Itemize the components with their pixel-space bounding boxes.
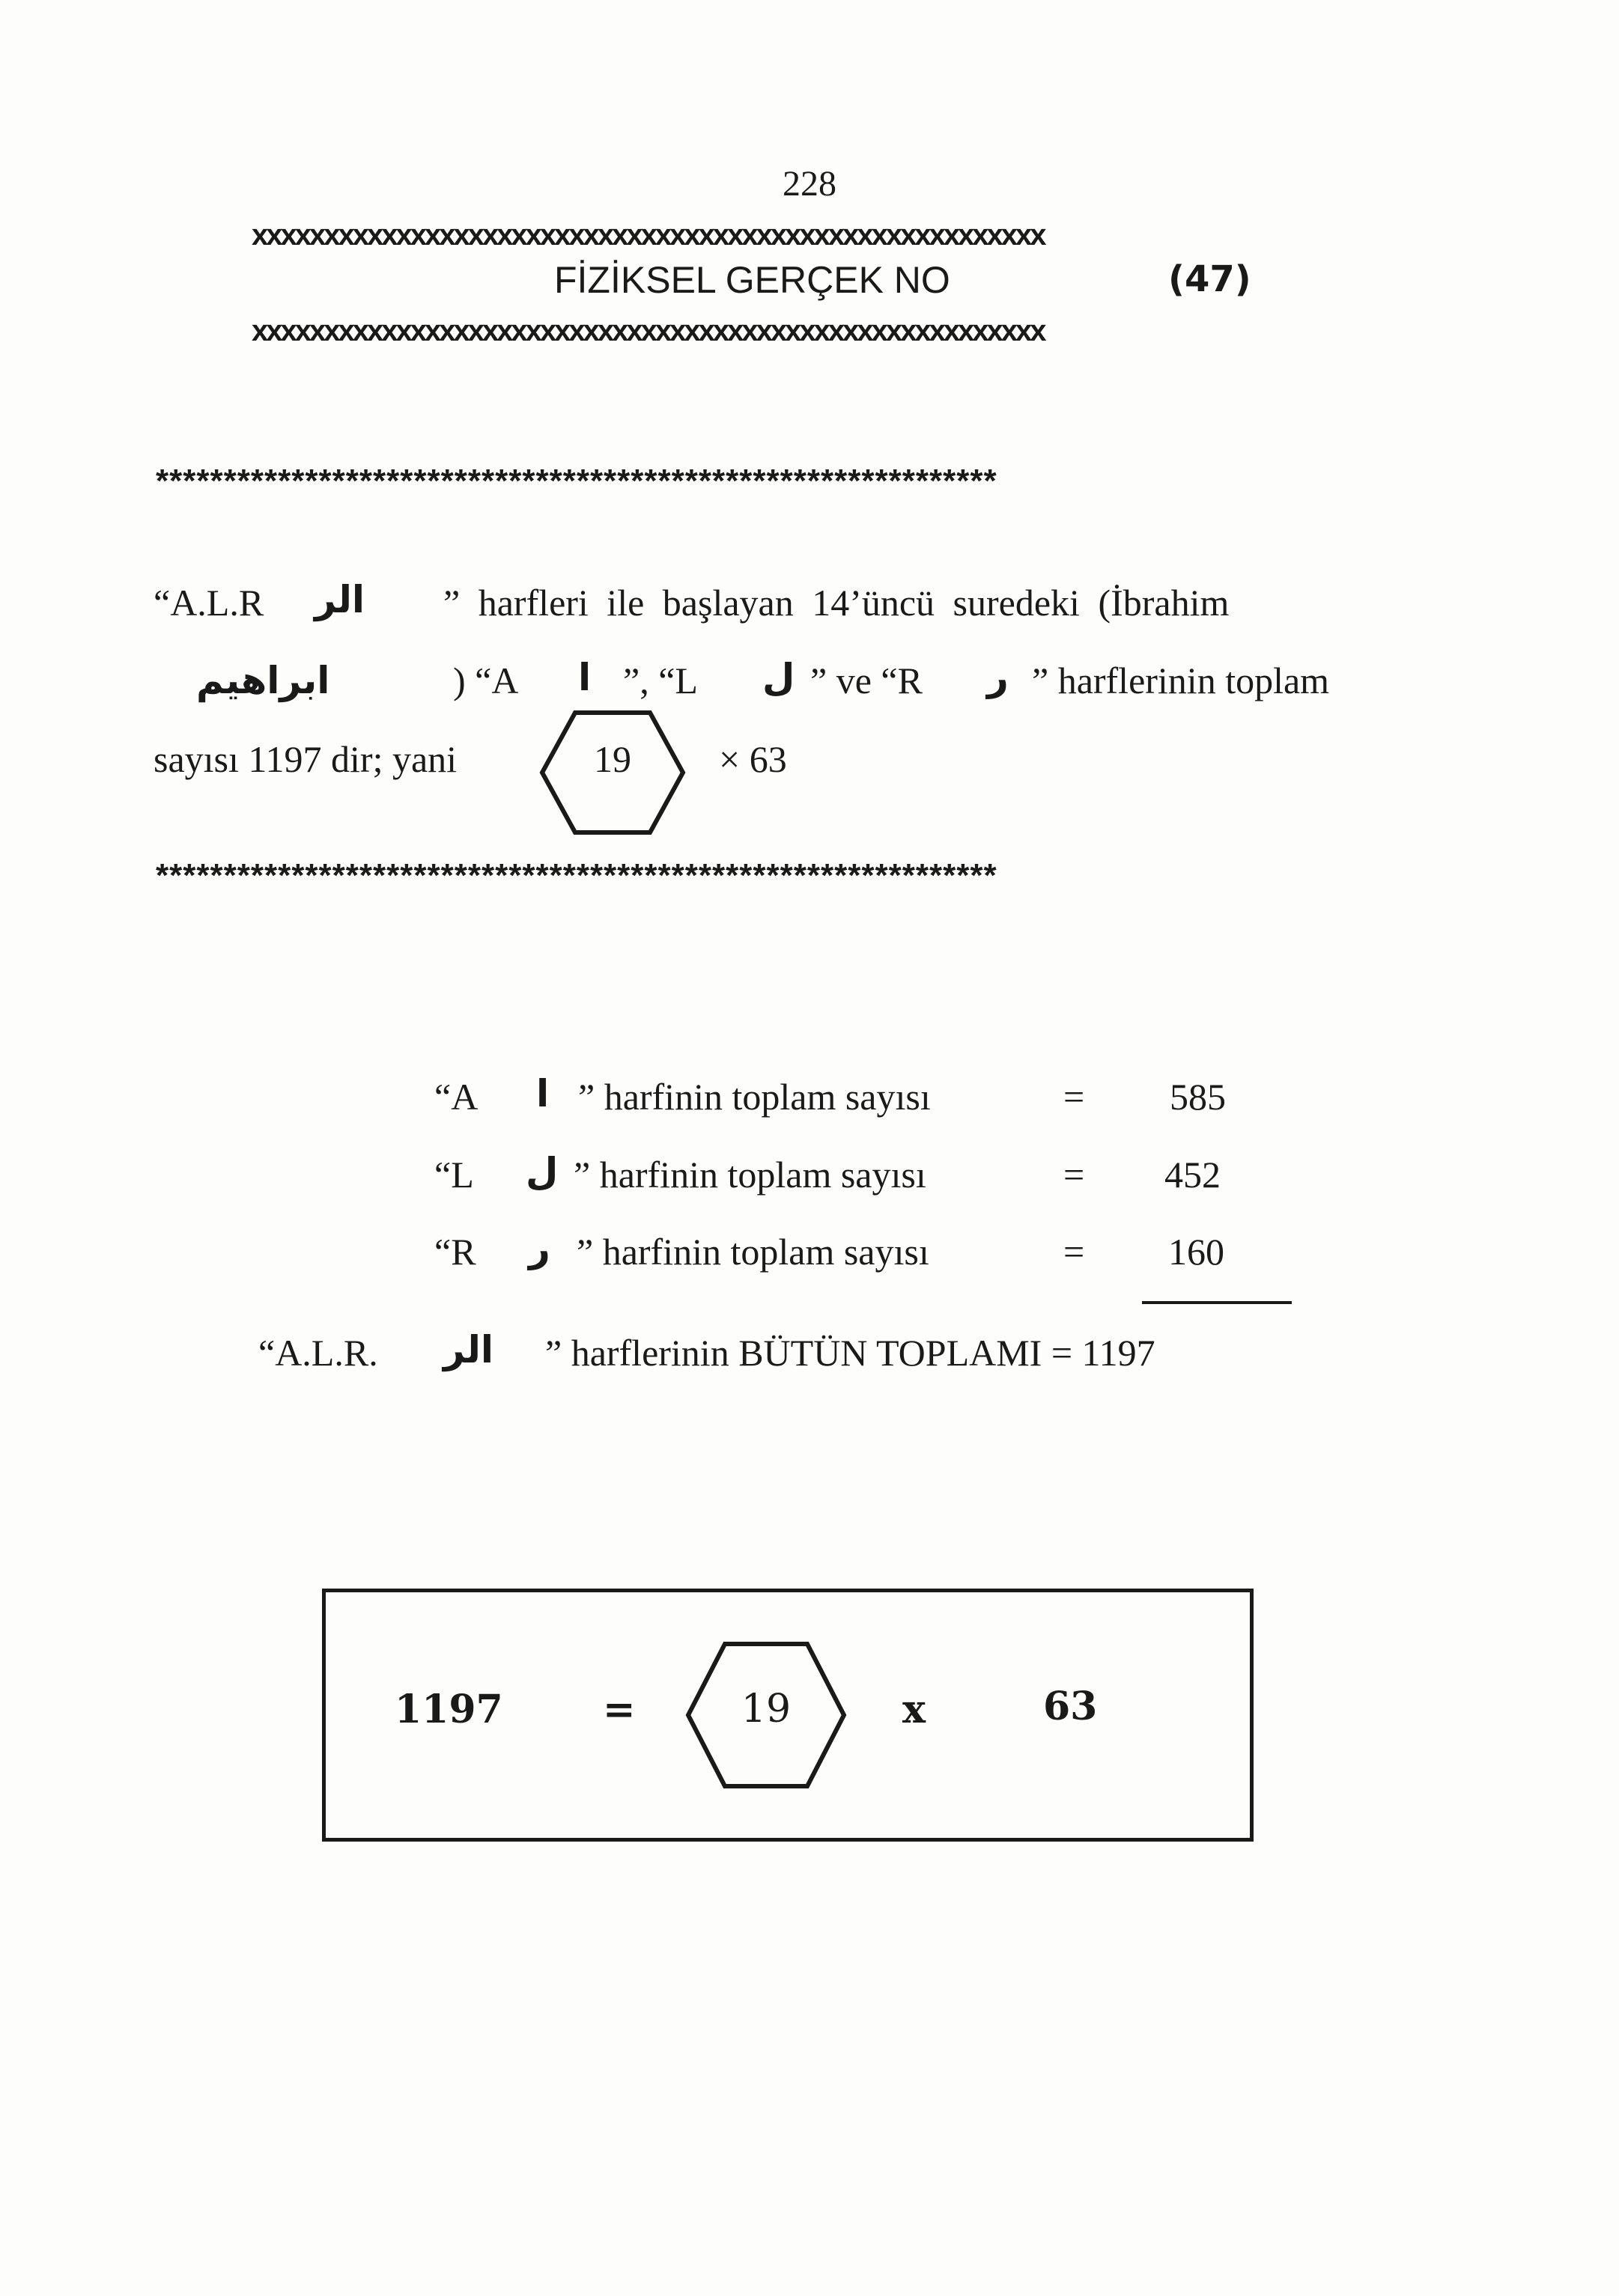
row-arabic: ل: [526, 1150, 559, 1193]
stars-border-bottom: **************************************************************: [156, 857, 997, 894]
para-hex-value: 19: [594, 738, 631, 780]
total-label: ” harflerinin BÜTÜN TOPLAMI = 1197: [545, 1332, 1155, 1374]
para-l2-a: ) “A: [453, 660, 519, 701]
para-l2-ibrahim-arabic: ابراهيم: [196, 659, 330, 702]
row-letter: “A: [434, 1076, 479, 1118]
para-l2-r-arabic: ر: [987, 656, 1009, 699]
x-border-top: xxxxxxxxxxxxxxxxxxxxxxxxxxxxxxxxxxxxxxxxxxxxxxxxxxxxxxx: [252, 219, 1045, 252]
box-hex-value: 19: [741, 1687, 792, 1732]
box-right-value: 63: [1043, 1684, 1098, 1729]
para-l1-arabic: الر: [315, 578, 365, 621]
row-label: ” harfinin toplam sayısı: [578, 1076, 931, 1118]
stars-border-top: **************************************************************: [156, 463, 997, 499]
row-value: 585: [1170, 1076, 1226, 1118]
x-border-bottom: xxxxxxxxxxxxxxxxxxxxxxxxxxxxxxxxxxxxxxxxxxxxxxxxxxxxxxx: [252, 314, 1045, 347]
row-equals: =: [1063, 1154, 1085, 1196]
equation-box: [322, 1589, 1254, 1842]
sum-rule: [1142, 1301, 1292, 1304]
page-number: 228: [783, 164, 836, 204]
page-title: FİZİKSEL GERÇEK NO: [554, 259, 950, 301]
row-letter: “R: [434, 1231, 476, 1273]
row-equals: =: [1063, 1231, 1085, 1273]
row-equals: =: [1063, 1076, 1085, 1118]
row-value: 160: [1168, 1231, 1224, 1273]
row-label: ” harfinin toplam sayısı: [574, 1154, 926, 1196]
para-l2-a-arabic: ا: [578, 656, 592, 699]
box-left-value: 1197: [395, 1687, 503, 1732]
para-l2-l: ”, “L: [623, 660, 698, 701]
fact-number: (47): [1168, 258, 1251, 300]
box-times: x: [902, 1687, 926, 1732]
para-l3-start: sayısı 1197 dir; yani: [154, 738, 458, 780]
total-prefix: “A.L.R.: [258, 1332, 378, 1374]
row-arabic: ر: [529, 1227, 550, 1270]
para-l3-end: × 63: [719, 738, 787, 780]
row-arabic: ا: [536, 1072, 550, 1115]
para-l2-l-arabic: ل: [762, 656, 795, 699]
row-letter: “L: [434, 1154, 474, 1196]
row-value: 452: [1164, 1154, 1221, 1196]
para-l2-r: ” ve “R: [810, 660, 923, 701]
para-l1-rest: ” harfleri ile başlayan 14’üncü suredeki (İbrahim: [443, 582, 1230, 624]
total-arabic: الر: [443, 1328, 494, 1371]
row-label: ” harfinin toplam sayısı: [577, 1231, 929, 1273]
para-l2-rest: ” harflerinin toplam: [1032, 660, 1330, 701]
para-l1-quote: “A.L.R: [154, 582, 264, 624]
box-equals: =: [603, 1687, 636, 1732]
